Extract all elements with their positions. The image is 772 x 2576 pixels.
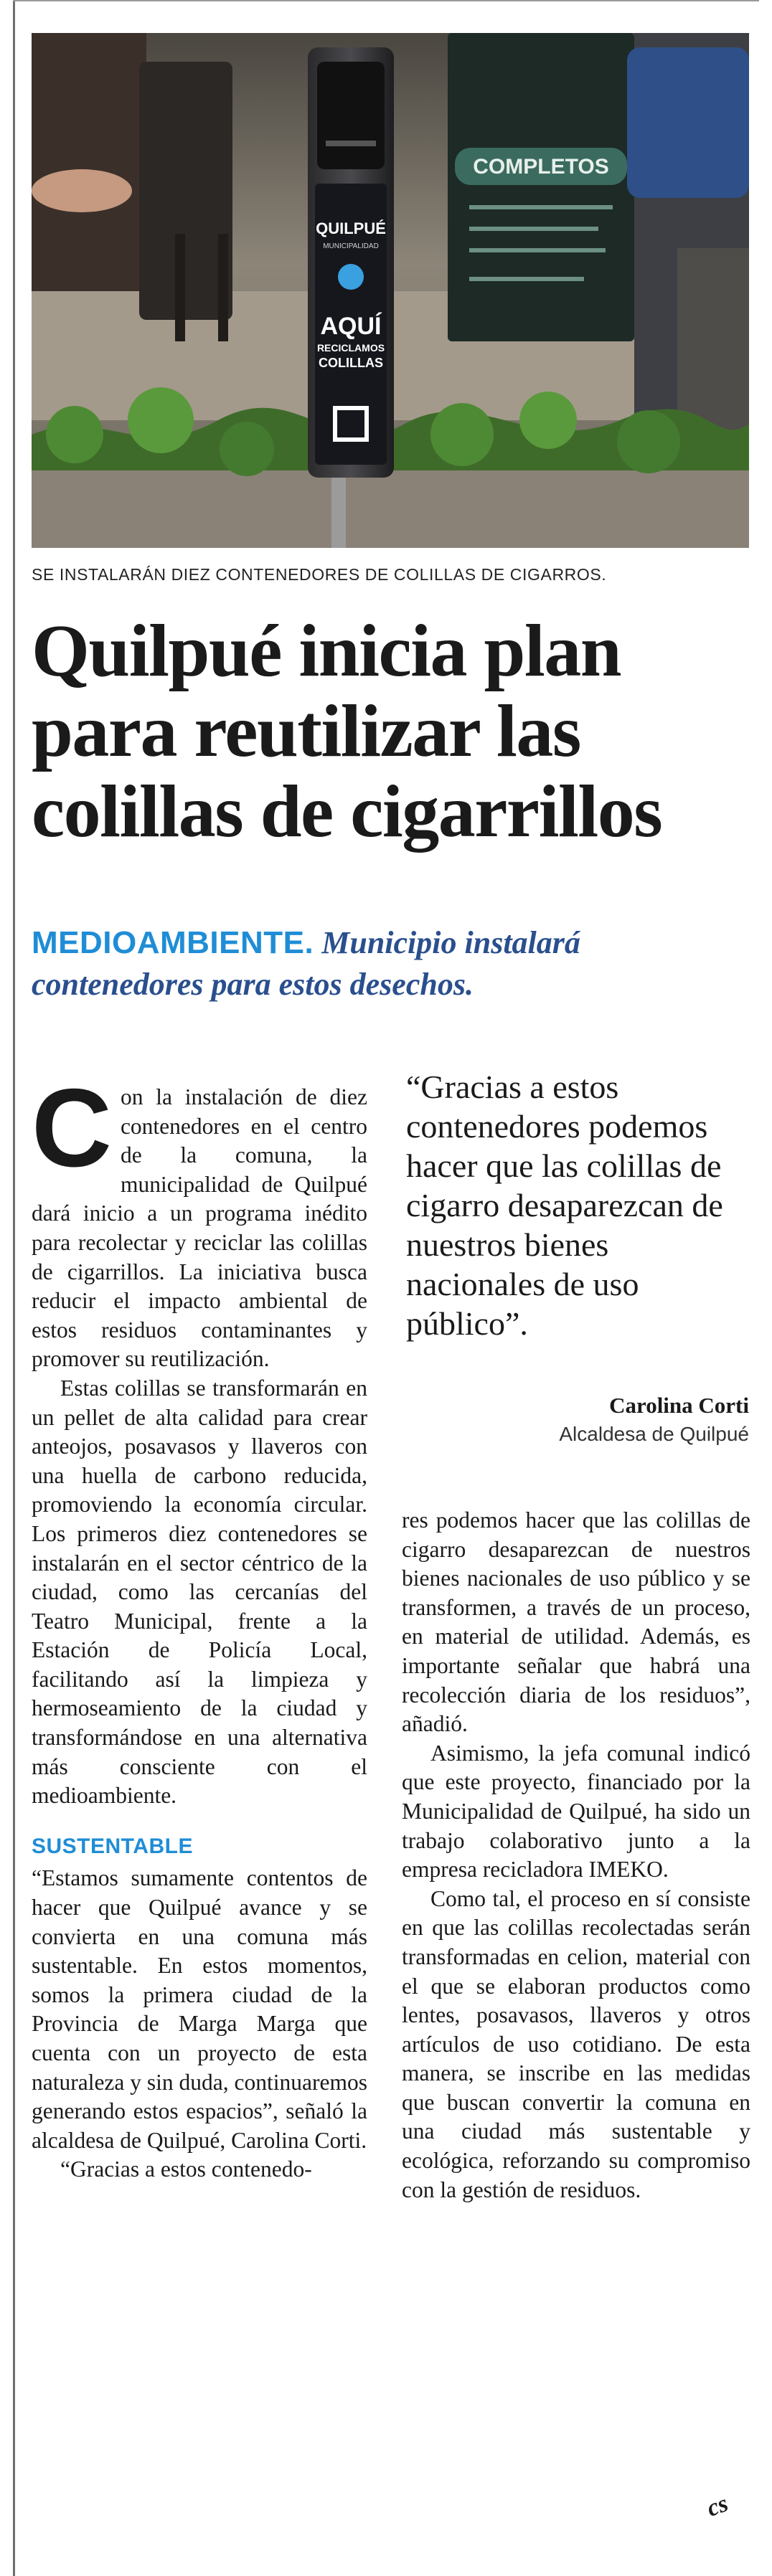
paragraph-1-text: on la instalación de diez contenedores en el centro de la comuna, la municipalidad de Quilpué dará inicio a un programa inédito para recolectar y reciclar las colillas de cigarrillos. La iniciativa busca reducir el impacto ambiental de estos residuos contaminantes y promover su reutilización. bbox=[32, 1084, 367, 1372]
body-column-1 bbox=[32, 1066, 367, 2184]
bin-text-1: AQUÍ bbox=[320, 313, 382, 340]
article-photo bbox=[32, 33, 749, 548]
paragraph-2: Estas colillas se transformarán en un pellet de alta calidad para crear anteojos, posavasos y llaveros con una huella de carbono reducida, promoviendo la economía circular. Los primeros diez contenedores se instalarán en el sector céntrico de la ciudad, como las cercanías del Teatro Municipal, frente a la Estación de Policía Local, facilitando así la limpieza y hermoseamiento de la ciudad y transformándose en una alternativa más consciente con el medioambiente. bbox=[32, 1375, 367, 1809]
left-rule bbox=[13, 0, 15, 2576]
bin-text-3: COLILLAS bbox=[319, 356, 383, 370]
board-text: COMPLETOS bbox=[473, 155, 609, 179]
photo-caption: SE INSTALARÁN DIEZ CONTENEDORES DE COLILLAS DE CIGARROS. bbox=[32, 565, 607, 584]
headline-line-2: para reutilizar las bbox=[32, 690, 580, 772]
section-subhead: SUSTENTABLE bbox=[32, 1834, 193, 1858]
paragraph-7: Como tal, el proceso en sí consiste en que las colillas recolectadas serán transformadas en celion, material con el que se elaboran productos como lentes, posavasos, llaveros y otros artículos de uso cotidiano. De esta manera, se inscribe en las medidas que buscan convertir la comuna en una ciudad más sustentable y ecológica, reforzando su compromiso con la gestión de residuos. bbox=[402, 1885, 750, 2202]
drop-cap: C bbox=[32, 1066, 112, 1190]
deck-kicker: MEDIOAMBIENTE. bbox=[32, 925, 314, 960]
headline-line-3: colillas de cigarrillos bbox=[32, 770, 662, 853]
bin-text-2: RECICLAMOS bbox=[316, 342, 385, 354]
bin-brand: QUILPUÉ bbox=[316, 219, 386, 237]
bin-brand-sub: MUNICIPALIDAD bbox=[323, 242, 379, 250]
paragraph-3: “Estamos sumamente contentos de hacer que Quilpué avance y se convierta en una comuna más sustentable. En estos momentos, somos la primera ciudad de la Provincia de Marga Marga que cuenta con un proyecto de esta naturaleza y sin duda, continuaremos generando estos espacios”, señaló la alcaldesa de Quilpué, Carolina Corti. bbox=[32, 1865, 367, 2153]
body-column-2 bbox=[402, 1506, 750, 2205]
paragraph-4: “Gracias a estos contenedo- bbox=[60, 2156, 312, 2182]
deck-text: Municipio instalará contenedores para estos desechos. bbox=[32, 925, 580, 1002]
paragraph-5: res podemos hacer que las colillas de cigarro desaparezcan de nuestros bienes nacionales de uso público y se transformen, a través de un proceso, en material de utilidad. Además, es importante señalar que habrá una recolección diaria de los residuos”, añadió. bbox=[402, 1507, 750, 1737]
headline bbox=[32, 611, 756, 852]
deck bbox=[32, 922, 756, 1005]
end-mark: cs bbox=[703, 2490, 732, 2522]
top-rule bbox=[13, 0, 759, 1]
paragraph-6: Asimismo, la jefa comunal indicó que este proyecto, financiado por la Municipalidad de Quilpué, ha sido un trabajo colaborativo junto a la empresa recicladora IMEKO. bbox=[402, 1740, 750, 1883]
paragraph-1 bbox=[32, 1066, 367, 1374]
pull-quote-title: Alcaldesa de Quilpué bbox=[559, 1423, 749, 1445]
pull-quote: “Gracias a estos contenedores podemos hacer que las colillas de cigarro desaparezcan de nuestros bienes nacionales de uso público”. bbox=[406, 1069, 723, 1342]
pull-quote-name: Carolina Corti bbox=[609, 1393, 749, 1418]
headline-line-1: Quilpué inicia plan bbox=[32, 610, 621, 692]
